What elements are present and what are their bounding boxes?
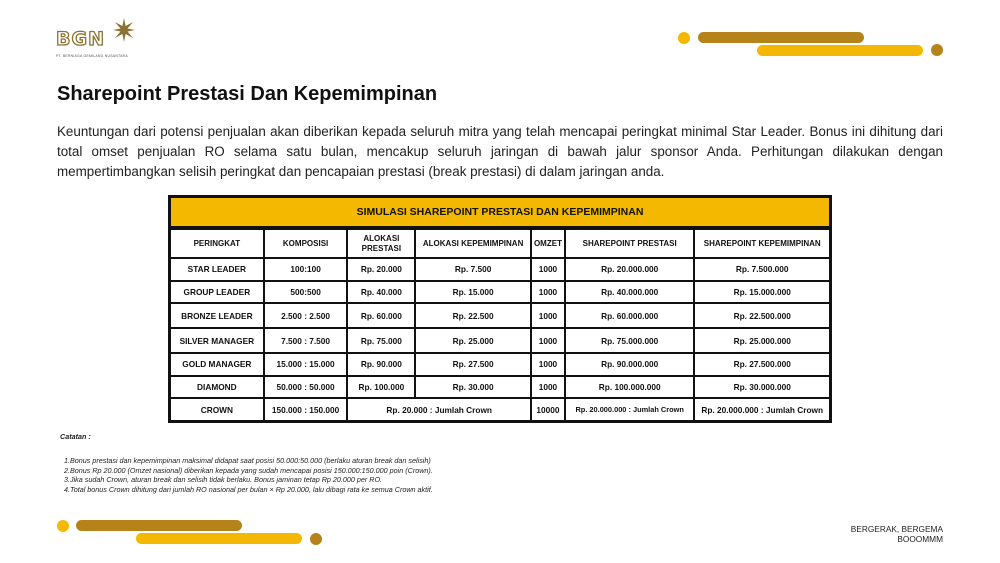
composition-cell: 2.500 : 2.500 (264, 303, 348, 328)
intro-paragraph: Keuntungan dari potensi penjualan akan diberikan kepada seluruh mitra yang telah mencapai peringkat minimal Star Leader. Bonus ini dihitung dari total omset penjualan RO selama satu bulan, mencakup seluruh jaringan di bawah jalur sponsor Anda. Perhitungan dilakukan dengan mempertimbangkan selisih peringkat dan pencapaian prestasi (break prestasi) di dalam jaringan anda. (57, 124, 943, 179)
simulation-table (168, 195, 832, 423)
allocation-kepemimpinan-cell: Rp. 27.500 (415, 353, 531, 376)
composition-cell: 7.500 : 7.500 (264, 328, 348, 353)
column-header: SHAREPOINT KEPEMIMPINAN (694, 229, 830, 258)
composition-cell: 15.000 : 15.000 (264, 353, 348, 376)
page-title: Sharepoint Prestasi Dan Kepemimpinan (57, 83, 438, 105)
tagline-line-2: BOOOMMM (897, 534, 943, 544)
allocation-prestasi-cell: Rp. 40.000 (347, 281, 415, 304)
table-title: SIMULASI SHAREPOINT PRESTASI DAN KEPEMIMPINAN (170, 197, 830, 229)
sharepoint-prestasi-cell: Rp. 60.000.000 (565, 303, 694, 328)
allocation-prestasi-cell: Rp. 60.000 (347, 303, 415, 328)
sharepoint-prestasi-cell: Rp. 40.000.000 (565, 281, 694, 304)
table-row-crown (170, 398, 830, 421)
allocation-prestasi-cell: Rp. 100.000 (347, 376, 415, 399)
allocation-cell: Rp. 20.000 : Jumlah Crown (347, 398, 530, 421)
table-row (170, 353, 830, 376)
notes-heading: Catatan : (60, 432, 91, 441)
decor-bar (698, 32, 864, 43)
sharepoint-prestasi-cell: Rp. 20.000.000 (565, 258, 694, 281)
company-logo (56, 18, 136, 62)
notes-section (60, 432, 433, 495)
sharepoint-kepemimpinan-cell: Rp. 22.500.000 (694, 303, 830, 328)
allocation-prestasi-cell: Rp. 75.000 (347, 328, 415, 353)
column-header: ALOKASI KEPEMIMPINAN (415, 229, 531, 258)
column-header: KOMPOSISI (264, 229, 348, 258)
rank-cell: SILVER MANAGER (170, 328, 264, 353)
column-header: PERINGKAT (170, 229, 264, 258)
sharepoint-kepemimpinan-cell: Rp. 7.500.000 (694, 258, 830, 281)
rank-cell: CROWN (170, 398, 264, 421)
column-header: OMZET (531, 229, 565, 258)
sharepoint-prestasi-cell: Rp. 20.000.000 : Jumlah Crown (565, 398, 694, 421)
decor-bar (136, 533, 302, 544)
tagline (851, 524, 943, 544)
table-row (170, 328, 830, 353)
table-row (170, 303, 830, 328)
column-header: ALOKASI PRESTASI (347, 229, 415, 258)
omzet-cell: 10000 (531, 398, 565, 421)
omzet-cell: 1000 (531, 376, 565, 399)
sharepoint-kepemimpinan-cell: Rp. 30.000.000 (694, 376, 830, 399)
rank-cell: STAR LEADER (170, 258, 264, 281)
decor-bar (76, 520, 242, 531)
column-header: SHAREPOINT PRESTASI (565, 229, 694, 258)
rank-cell: BRONZE LEADER (170, 303, 264, 328)
tagline-line-1: BERGERAK, BERGEMA (850, 524, 943, 534)
allocation-kepemimpinan-cell: Rp. 25.000 (415, 328, 531, 353)
notes-list (60, 456, 433, 495)
note-item: 4.Total bonus Crown dihitung dari jumlah RO nasional per bulan × Rp 20.000, lalu dibagi rata ke semua Crown aktif. (64, 485, 433, 495)
note-item: 1.Bonus prestasi dan kepemimpinan maksimal didapat saat posisi 50.000:50.000 (berlaku aturan break dan selisih) (64, 456, 431, 465)
sharepoint-kepemimpinan-cell: Rp. 15.000.000 (694, 281, 830, 304)
decor-dot (57, 520, 69, 532)
allocation-kepemimpinan-cell: Rp. 30.000 (415, 376, 531, 399)
sharepoint-kepemimpinan-cell: Rp. 20.000.000 : Jumlah Crown (694, 398, 830, 421)
note-item: 2.Bonus Rp 20.000 (Omzet nasional) diberikan kepada yang sudah mencapai posisi 150.000:150.000 poin (Crown). (64, 465, 433, 475)
composition-cell: 150.000 : 150.000 (264, 398, 348, 421)
allocation-prestasi-cell: Rp. 90.000 (347, 353, 415, 376)
logo-text: BGN (56, 28, 105, 50)
rank-cell: GROUP LEADER (170, 281, 264, 304)
allocation-kepemimpinan-cell: Rp. 15.000 (415, 281, 531, 304)
composition-cell: 500:500 (264, 281, 348, 304)
star-burst-icon (113, 18, 135, 42)
rank-cell: DIAMOND (170, 376, 264, 399)
composition-cell: 50.000 : 50.000 (264, 376, 348, 399)
omzet-cell: 1000 (531, 328, 565, 353)
decor-dot (931, 44, 943, 56)
allocation-prestasi-cell: Rp. 20.000 (347, 258, 415, 281)
sharepoint-prestasi-cell: Rp. 75.000.000 (565, 328, 694, 353)
table-row (170, 258, 830, 281)
sharepoint-kepemimpinan-cell: Rp. 27.500.000 (694, 353, 830, 376)
omzet-cell: 1000 (531, 353, 565, 376)
allocation-kepemimpinan-cell: Rp. 22.500 (415, 303, 531, 328)
composition-cell: 100:100 (264, 258, 348, 281)
table-row (170, 376, 830, 399)
omzet-cell: 1000 (531, 303, 565, 328)
decor-dot (678, 32, 690, 44)
table-row (170, 281, 830, 304)
rank-cell: GOLD MANAGER (170, 353, 264, 376)
sharepoint-prestasi-cell: Rp. 90.000.000 (565, 353, 694, 376)
sharepoint-kepemimpinan-cell: Rp. 25.000.000 (694, 328, 830, 353)
decor-dot (310, 533, 322, 545)
sharepoint-prestasi-cell: Rp. 100.000.000 (565, 376, 694, 399)
allocation-kepemimpinan-cell: Rp. 7.500 (415, 258, 531, 281)
logo-subtitle: PT. BERNIAGA GEMILANG NUSANTARA (56, 54, 128, 58)
omzet-cell: 1000 (531, 281, 565, 304)
omzet-cell: 1000 (531, 258, 565, 281)
decor-bar (757, 45, 923, 56)
note-item: 3.Jika sudah Crown, aturan break dan selisih tidak berlaku. Bonus jaminan tetap Rp 20.000 per RO. (64, 475, 383, 485)
